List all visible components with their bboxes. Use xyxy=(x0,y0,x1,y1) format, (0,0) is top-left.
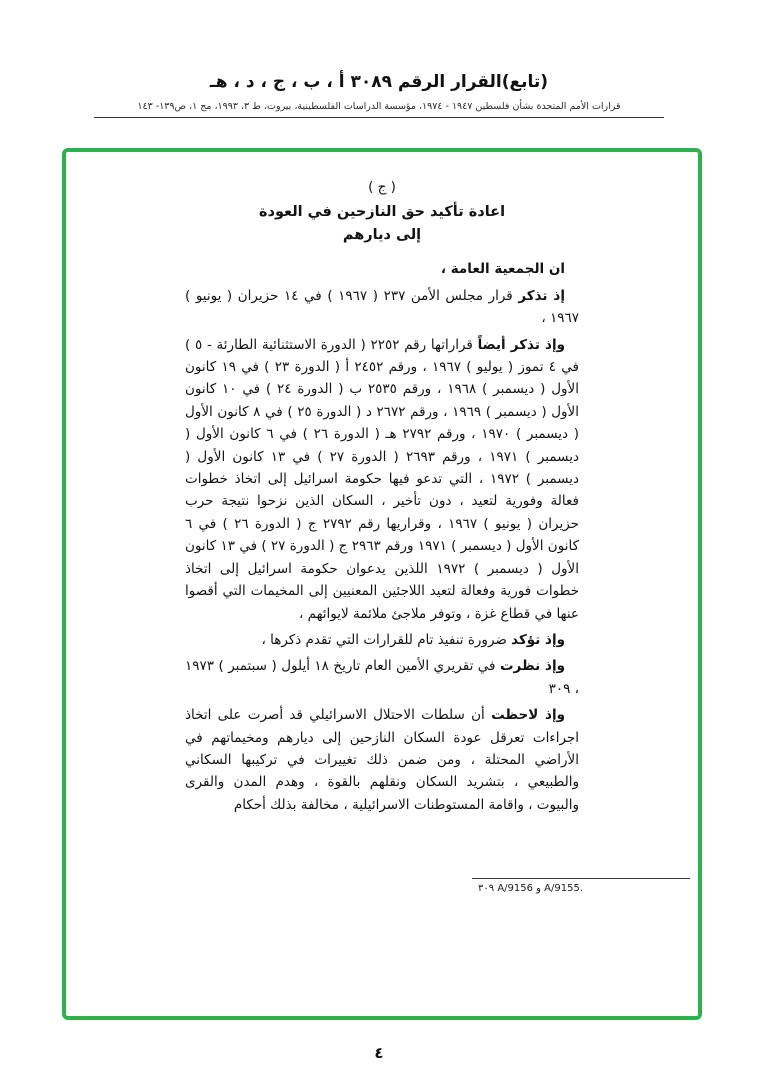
footnote-marker: ٣٠٩ xyxy=(478,883,495,894)
document-header xyxy=(0,0,758,118)
citation-line: قرارات الأمم المتحدة بشأن فلسطين ١٩٤٧ - ١٩٧٤، مؤسسة الدراسات الفلسطينية، بيروت، ط ٣، ١٩٩٣، مج ١، ص١٣٩- ١٤٣ xyxy=(137,101,621,112)
resolution-text xyxy=(185,152,579,816)
paragraph-lead: وإذ نظرت xyxy=(499,658,565,675)
paragraph-lead: وإذ تذكر أيضاً xyxy=(477,336,565,353)
paragraph: وإذ لاحظت أن سلطات الاحتلال الاسرائيلي قد أصرت على اتخاذ اجراءات تعرقل عودة السكان النازحين إلى ديارهم ومخيماتهم في الأراضي المحتلة ، ومن ضمن ذلك تغييرات في تركيبها السكاني والطبيعي ، بتشريد السكان ونقلهم بالقوة ، وهدم المدن والقرى والبيوت ، واقامة المستوطنات الاسرائيلية ، مخالفة بذلك أحكام xyxy=(185,707,579,813)
paragraph-lead: ان الجمعية العامة ، xyxy=(440,261,565,278)
paragraph: وإذ تؤكد ضرورة تنفيذ تام للقرارات التي تقدم ذكرها ، xyxy=(261,631,565,648)
section-heading-line2: إلى ديارهم xyxy=(342,227,422,244)
content-frame xyxy=(62,148,702,1020)
paragraph-lead: إذ تذكر xyxy=(518,287,565,304)
footnote-text xyxy=(472,879,690,894)
header-rule xyxy=(94,117,664,118)
paragraph xyxy=(185,258,579,280)
document-title: (تابع)القرار الرقم ٣٠٨٩ أ ، ب ، ج ، د ، هـ xyxy=(209,72,549,92)
footnote-area xyxy=(472,878,690,894)
page-number: ٤ xyxy=(374,1044,384,1062)
section-letter: ( ج ) xyxy=(368,179,396,195)
paragraph-lead: وإذ لاحظت xyxy=(491,707,565,724)
paragraph-lead: وإذ تؤكد xyxy=(511,631,565,648)
paragraph: وإذ نظرت في تقريري الأمين العام تاريخ ١٨ أيلول ( سبتمبر ) ١٩٧٣ ، ٣٠٩ xyxy=(185,658,579,697)
section-heading-line1: اعادة تأكيد حق النازحين في العودة xyxy=(258,204,506,221)
paragraph: إذ تذكر قرار مجلس الأمن ٢٣٧ ( ١٩٦٧ ) في ١٤ حزيران ( يونيو ) ١٩٦٧ ، xyxy=(185,287,579,327)
footnote-refs: A/9156 و A/9155. xyxy=(497,883,584,894)
paragraph: وإذ تذكر أيضاً قراراتها رقم ٢٢٥٢ ( الدورة الاستثنائية الطارئة - ٥ ) في ٤ تموز ( يوليو ) ١٩٦٧ ، ورقم ٢٤٥٢ أ ( الدورة ٢٣ ) في ١٩ كانون الأول ( ديسمبر ) ١٩٦٨ ، ورقم ٢٥٣٥ ب ( الدورة ٢٤ ) في ١٠ كانون الأول ( ديسمبر ) ١٩٦٩ ، ورقم ٢٦٧٢ د ( الدورة ٢٥ ) في ٨ كانون الأول ( ديسمبر ) ١٩٧٠ ، ورقم ٢٧٩٢ هـ ( الدورة ٢٦ ) في ٦ كانون الأول ( ديسمبر ) ١٩٧١ ، ورقم ٢٦٩٣ ( الدورة ٢٧ ) في ١٣ كانون الأول ( ديسمبر ) ١٩٧٢ ، التي تدعو فيها حكومة اسرائيل إلى اتخاذ خطوات فعالة وفورية لتعيد ، دون تأخير ، السكان الذين نزحوا نتيجة حرب حزيران ( يونيو ) ١٩٦٧ ، وقراريها رقم ٢٧٩٢ ج ( الدورة ٢٦ ) في ٦ كانون الأول ( ديسمبر ) ١٩٧١ ورقم ٢٩٦٣ ج ( الدورة ٢٧ ) في ١٣ كانون الأول ( ديسمبر ) ١٩٧٢ اللذين يدعوان حكومة اسرائيل إلى اتخاذ خطوات فورية وفعالة لتعيد اللاجئين المعنيين إلى المخيمات التي أقصوا عنها في قطاع غزة ، وتوفر ملاجئ ملائمة لايوائهم ، xyxy=(185,336,580,622)
paragraph-list xyxy=(185,258,579,816)
